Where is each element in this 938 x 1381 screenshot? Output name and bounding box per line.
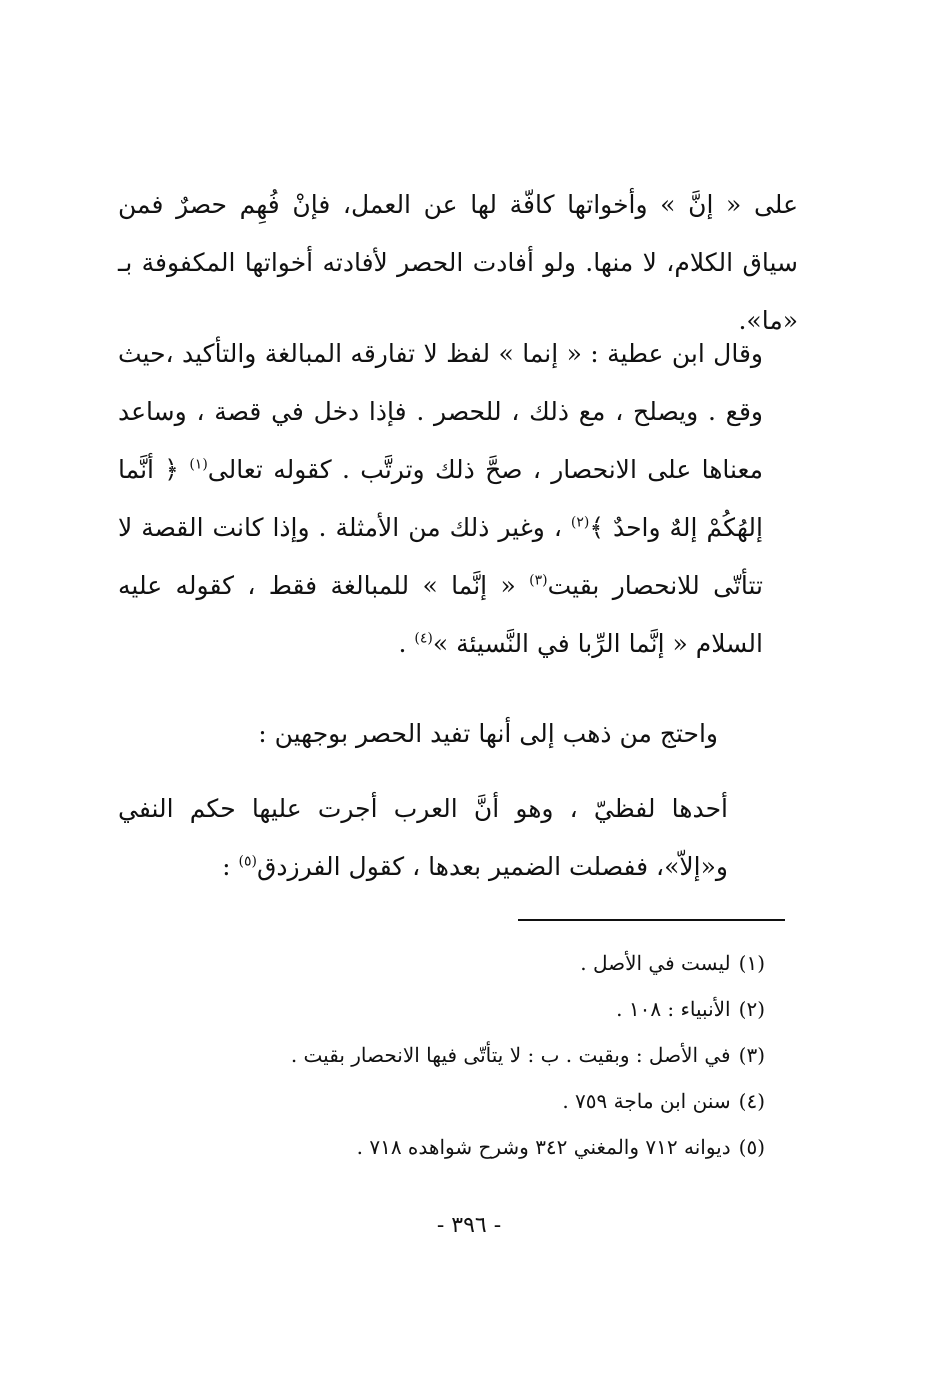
footnote-4 bbox=[200, 1078, 765, 1124]
footnote-number: (٥) bbox=[738, 1135, 765, 1159]
footnote-number: (٣) bbox=[738, 1043, 765, 1067]
paragraph-1 bbox=[118, 176, 798, 350]
footnote-separator bbox=[518, 919, 785, 921]
footnote-2 bbox=[200, 986, 765, 1032]
paragraph-2-text-c: ، وغير ذلك من الأمثلة . وإذا كانت القصة لا تتأتّى للانحصار بقيت bbox=[118, 513, 763, 600]
paragraph-4-text-b: : bbox=[222, 852, 231, 881]
footnote-text: ديوانه ٧١٢ والمغني ٣٤٢ وشرح شواهده ٧١٨ . bbox=[356, 1135, 731, 1159]
footnote-1 bbox=[200, 940, 765, 986]
footnote-ref-4: (٤) bbox=[414, 630, 433, 647]
footnote-3 bbox=[200, 1032, 765, 1078]
footnote-number: (٢) bbox=[738, 997, 765, 1021]
paragraph-2-text-a: وقال ابن عطية : « إنما » لفظ لا تفارقه المبالغة والتأكيد ،حيث وقع . ويصلح ، مع ذلك ، للحصر . فإذا دخل في قصة ، وساعد معناها على الانحصار ، صحَّ ذلك وترتَّب . كقوله تعالى bbox=[118, 339, 763, 484]
paragraph-2-text-d: « إنَّما » للمبالغة فقط ، كقوله عليه السلام « إنَّما الرِّبا في النَّسيئة » bbox=[118, 571, 763, 658]
footnote-text: في الأصل : وبقيت . ب : لا يتأتّى فيها الانحصار بقيت . bbox=[290, 1043, 731, 1067]
footnote-number: (١) bbox=[738, 951, 765, 975]
paragraph-4 bbox=[118, 780, 728, 896]
footnotes bbox=[200, 940, 765, 1170]
footnote-text: ليست في الأصل . bbox=[580, 951, 731, 975]
paragraph-3-text: واحتج من ذهب إلى أنها تفيد الحصر بوجهين : bbox=[258, 719, 718, 748]
quran-quote: ﴿ أنَّما إلهُكُمْ إلهٌ واحدٌ ﴾ bbox=[118, 455, 763, 542]
footnote-5 bbox=[200, 1124, 765, 1170]
paragraph-3 bbox=[118, 705, 718, 763]
footnote-ref-5: (٥) bbox=[238, 853, 257, 870]
paragraph-1-text: على « إنَّ » وأخواتها كافّة لها عن العمل، فإنْ فُهِم حصرٌ فمن سياق الكلام، لا منها. ولو أفادت الحصر لأفادته أخواتها المكفوفة بـ «ما». bbox=[118, 190, 798, 335]
paragraph-2-text-e: . bbox=[398, 629, 407, 658]
footnote-ref-2: (٢) bbox=[570, 514, 590, 531]
paragraph-2 bbox=[118, 325, 763, 673]
footnote-ref-3: (٣) bbox=[529, 572, 548, 589]
footnote-text: الأنبياء : ١٠٨ . bbox=[616, 997, 731, 1021]
footnote-text: سنن ابن ماجة ٧٥٩ . bbox=[562, 1089, 731, 1113]
footnote-ref-1: (١) bbox=[189, 456, 208, 473]
paragraph-4-text-a: أحدها لفظيّ ، وهو أنَّ العرب أجرت عليها حكم النفي و«إلاّ»، ففصلت الضمير بعدها ، كقول الفرزدق bbox=[118, 794, 728, 881]
footnote-number: (٤) bbox=[738, 1089, 765, 1113]
page-number: - ٣٩٦ - bbox=[436, 1213, 502, 1238]
